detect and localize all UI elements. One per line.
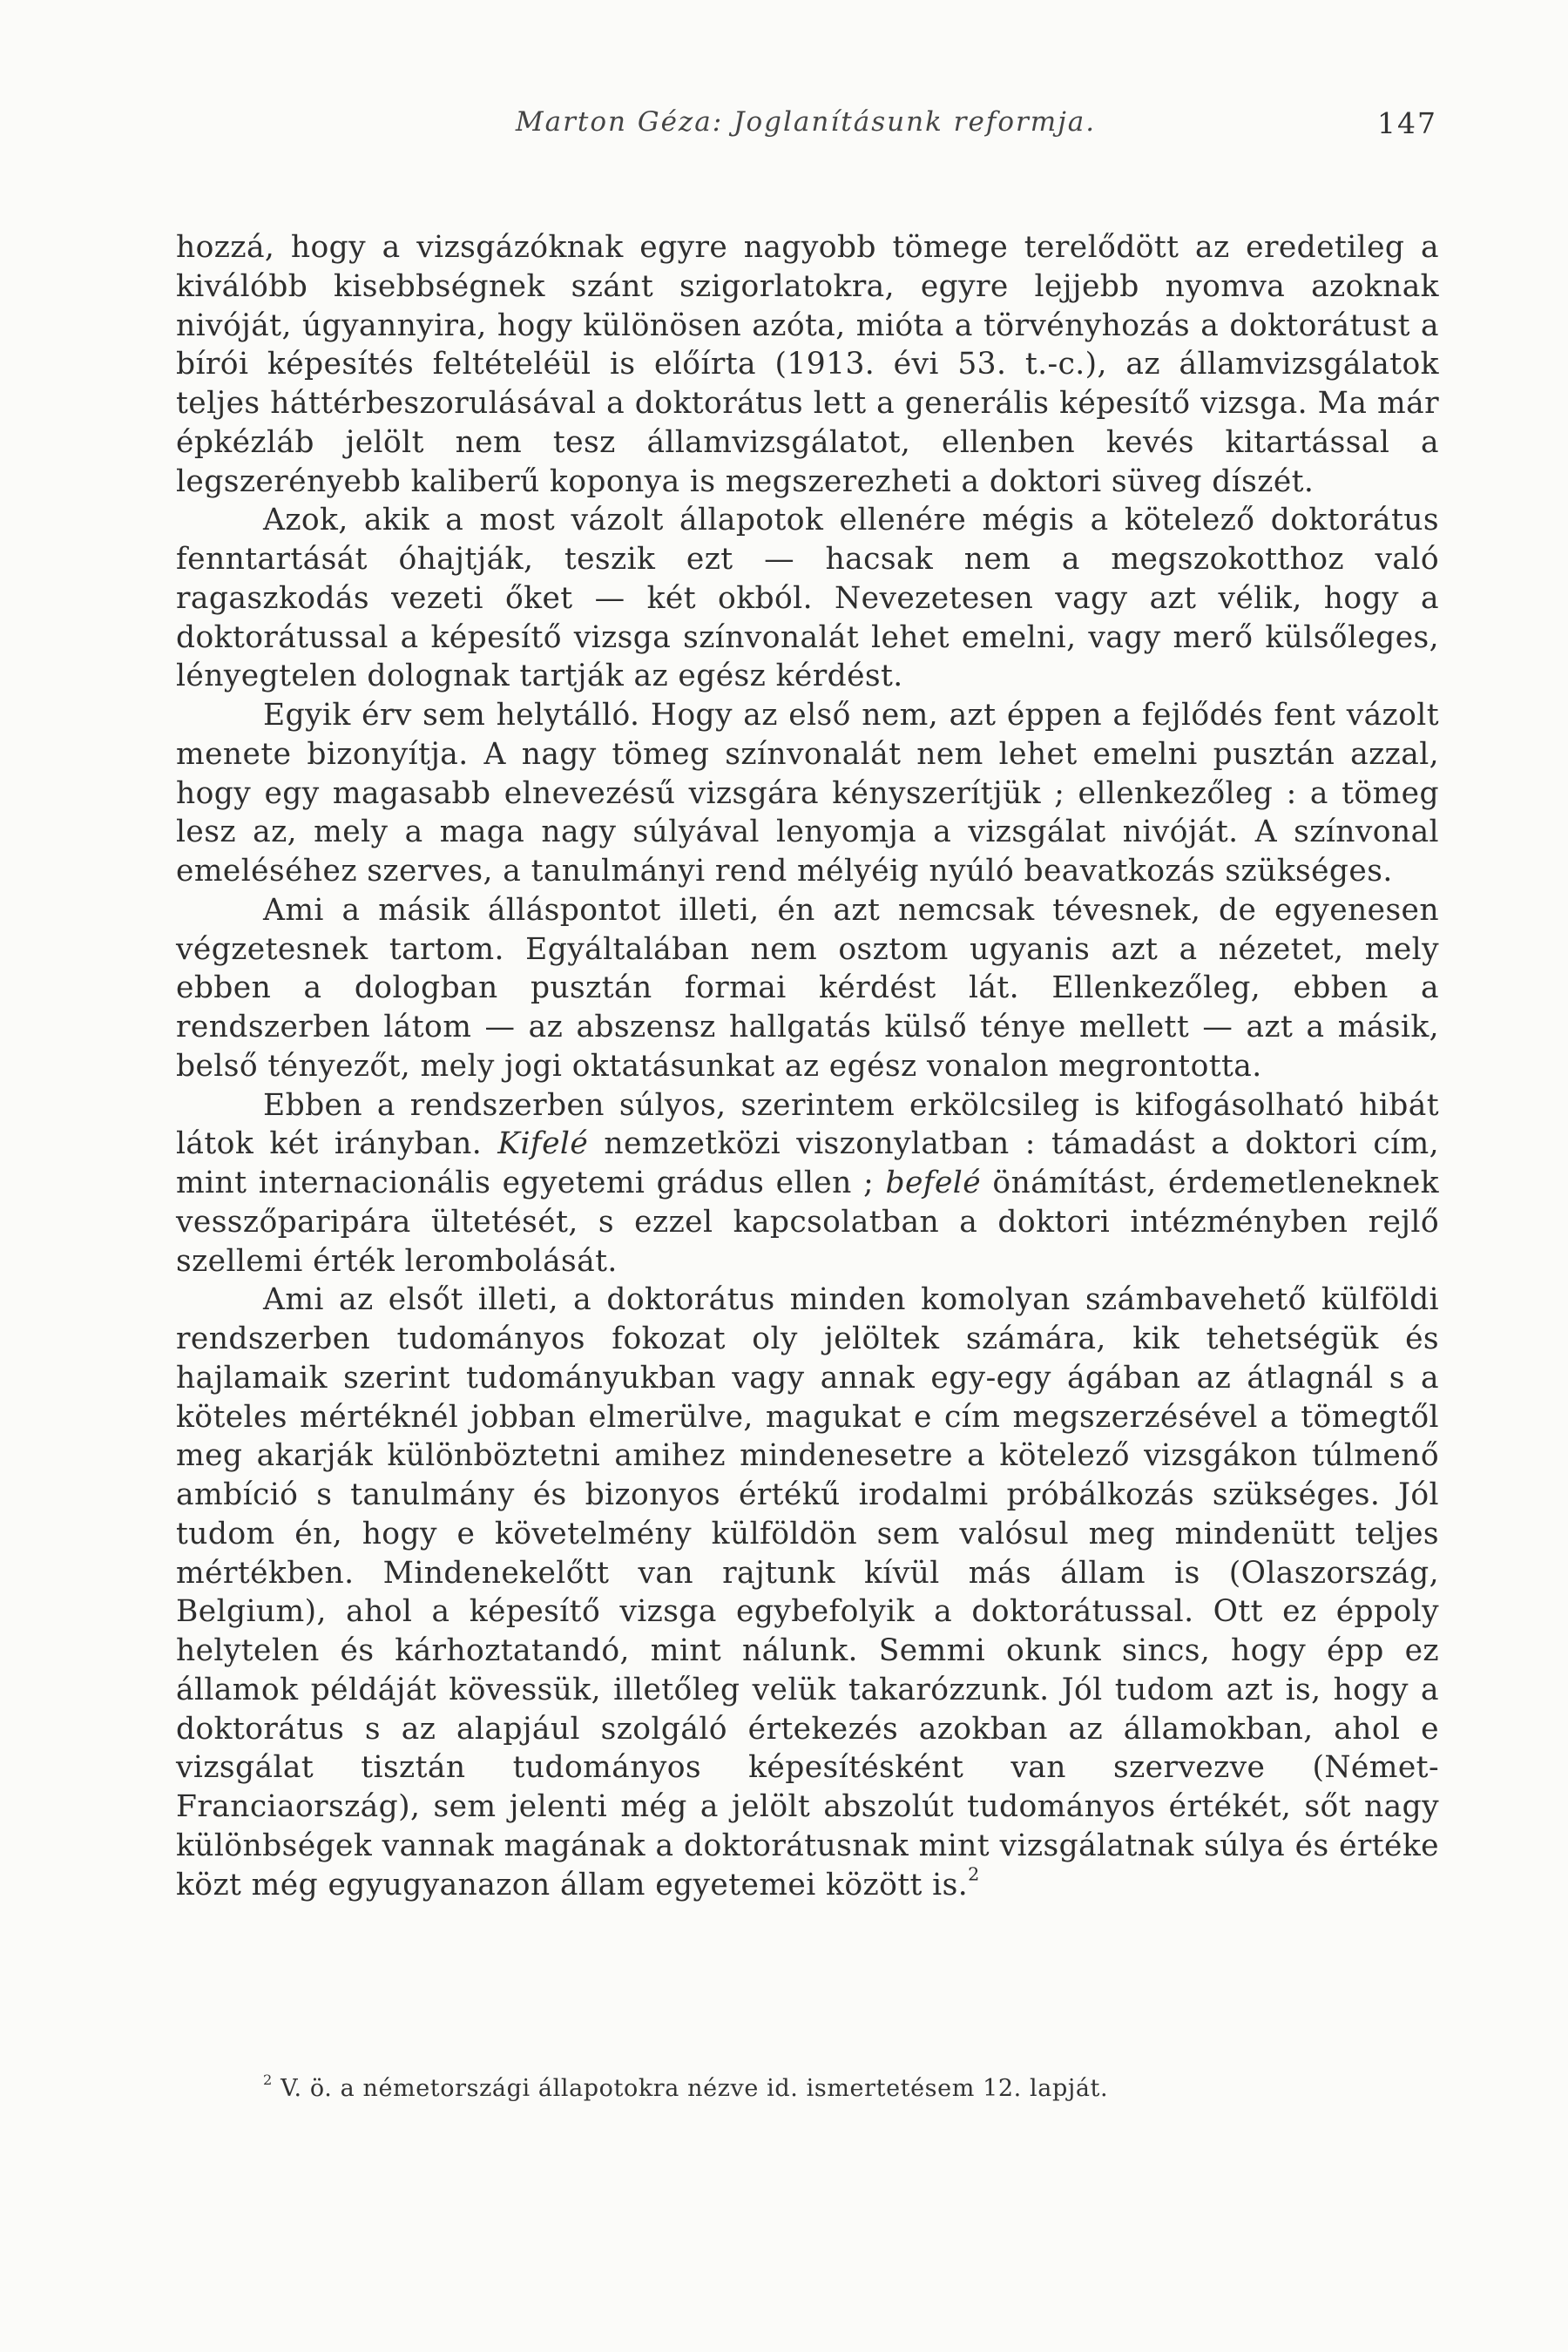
paragraph-text: hozzá, hogy a vizsgázóknak egyre nagyobb tömege terelődött az eredetileg a kiválóbb kisebbségnek szánt szigorlatokra, egyre lejjebb nyomva azoknak nivóját, úgyannyira, hogy különösen azóta, mióta a törvényhozás a doktorátust a bírói képesítés feltételéül is előírta (1913. évi 53. t.-c.), az államvizsgálatok teljes háttérbeszorulásával a doktorátus lett a generális képesítő vizsga. Ma már épkézláb jelölt nem tesz államvizsgálatot, ellenben kevés kitartással a legszerényebb kaliberű koponya is megszerezheti a doktori süveg díszét. [176,230,1439,499]
paragraph-text: Ami a másik álláspontot illeti, én azt nemcsak tévesnek, de egyenesen végzetesnek tartom. Egyáltalában nem osztom ugyanis azt a nézetet, mely ebben a dologban pusztán formai kérdést lát. Ellenkezőleg, ebben a rendszerben látom — az abszensz hallgatás külső ténye mellett — azt a másik, belső tényezőt, mely jogi oktatásunkat az egész vonalon megrontotta. [176,892,1439,1084]
emphasis-befele: befelé [885,1166,982,1200]
paragraph [176,696,1439,891]
page-number: 147 [1377,106,1437,140]
paragraph [176,1281,1439,1904]
paragraph [176,501,1439,696]
running-head [174,106,1437,150]
paragraph-text: Azok, akik a most vázolt állapotok ellenére mégis a kötelező doktorátus fenntartását óhajtják, teszik ezt — hacsak nem a megszokotthoz való ragaszkodás vezeti őket — két okból. Nevezetesen vagy azt vélik, hogy a doktorátussal a képesítő vizsga színvonalát lehet emelni, vagy merő külsőleges, lényegtelen dolognak tartják az egész kérdést. [176,503,1439,694]
footnote-text: V. ö. a németországi állapotokra nézve id. ismertetésem 12. lapját. [280,2075,1109,2102]
paragraph [176,891,1439,1086]
footnote-mark: 2 [263,2072,273,2089]
paragraph-text: Ebben a rendszerben súlyos, szerintem erkölcsileg is kifogásolható hibát látok két irányban. [176,1087,1439,1162]
paragraph [176,228,1439,501]
footnote [176,2072,1439,2106]
paragraph-text: nemzetközi viszonylatban : támadást a doktori cím, mint internacionális egyetemi grádus ellen ; [176,1126,1439,1200]
body-text [176,228,1439,1904]
paragraph-text: Ami az elsőt illeti, a doktorátus minden komolyan számbavehető külföldi rendszerben tudományos fokozat oly jelöltek számára, kik tehetségük és hajlamaik szerint tudományukban vagy annak egy-egy ágában az átlagnál s a köteles mértéknél jobban elmerülve, magukat e cím megszerzésével a tömegtől meg akarják különböztetni amihez mindenesetre a kötelező vizsgákon túlmenő ambíció s tanulmány és bizonyos értékű irodalmi próbálkozás szükséges. Jól tudom én, hogy e követelmény külföldön sem valósul meg mindenütt teljes mértékben. Mindenekelőtt van rajtunk kívül más állam is (Olaszország, Belgium), ahol a képesítő vizsga egybefolyik a doktorátussal. Ott ez éppoly helytelen és kárhoztatandó, mint nálunk. Semmi okunk sincs, hogy épp ez államok példáját kövessük, illetőleg velük takarózzunk. Jól tudom azt is, hogy a doktorátus s az alapjául szolgáló értekezés azokban az államokban, ahol e vizsgálat tisztán tudományos képesítésként van szervezve (Német- Franciaország), sem jelenti még a jelölt abszolút tudományos értékét, sőt nagy különbségek vannak magának a doktorátusnak mint vizsgálatnak súlya és értéke közt még egyugyanazon állam egyetemei között is. [176,1282,1439,1903]
running-head-title: Marton Géza: Joglanításunk reformja. [515,106,1097,138]
paragraph [176,1086,1439,1281]
paragraph-text: Egyik érv sem helytálló. Hogy az első nem, azt éppen a fejlődés fent vázolt menete bizonyítja. A nagy tömeg színvonalát nem lehet emelni pusztán azzal, hogy egy magasabb elnevezésű vizsgára kényszerítjük ; ellenkezőleg : a tömeg lesz az, mely a maga nagy súlyával lenyomja a vizsgálat nivóját. A színvonal emeléséhez szerves, a tanulmányi rend mélyéig nyúló beavatkozás szükséges. [176,698,1439,889]
footnote-reference[interactable]: 2 [968,1862,980,1884]
emphasis-kifele: Kifelé [497,1126,589,1162]
paragraph-text: önámítást, érdemetleneknek vesszőparipára ültetését, s ezzel kapcsolatban a doktori intézményben rejlő szellemi érték lerombolását. [176,1166,1439,1279]
